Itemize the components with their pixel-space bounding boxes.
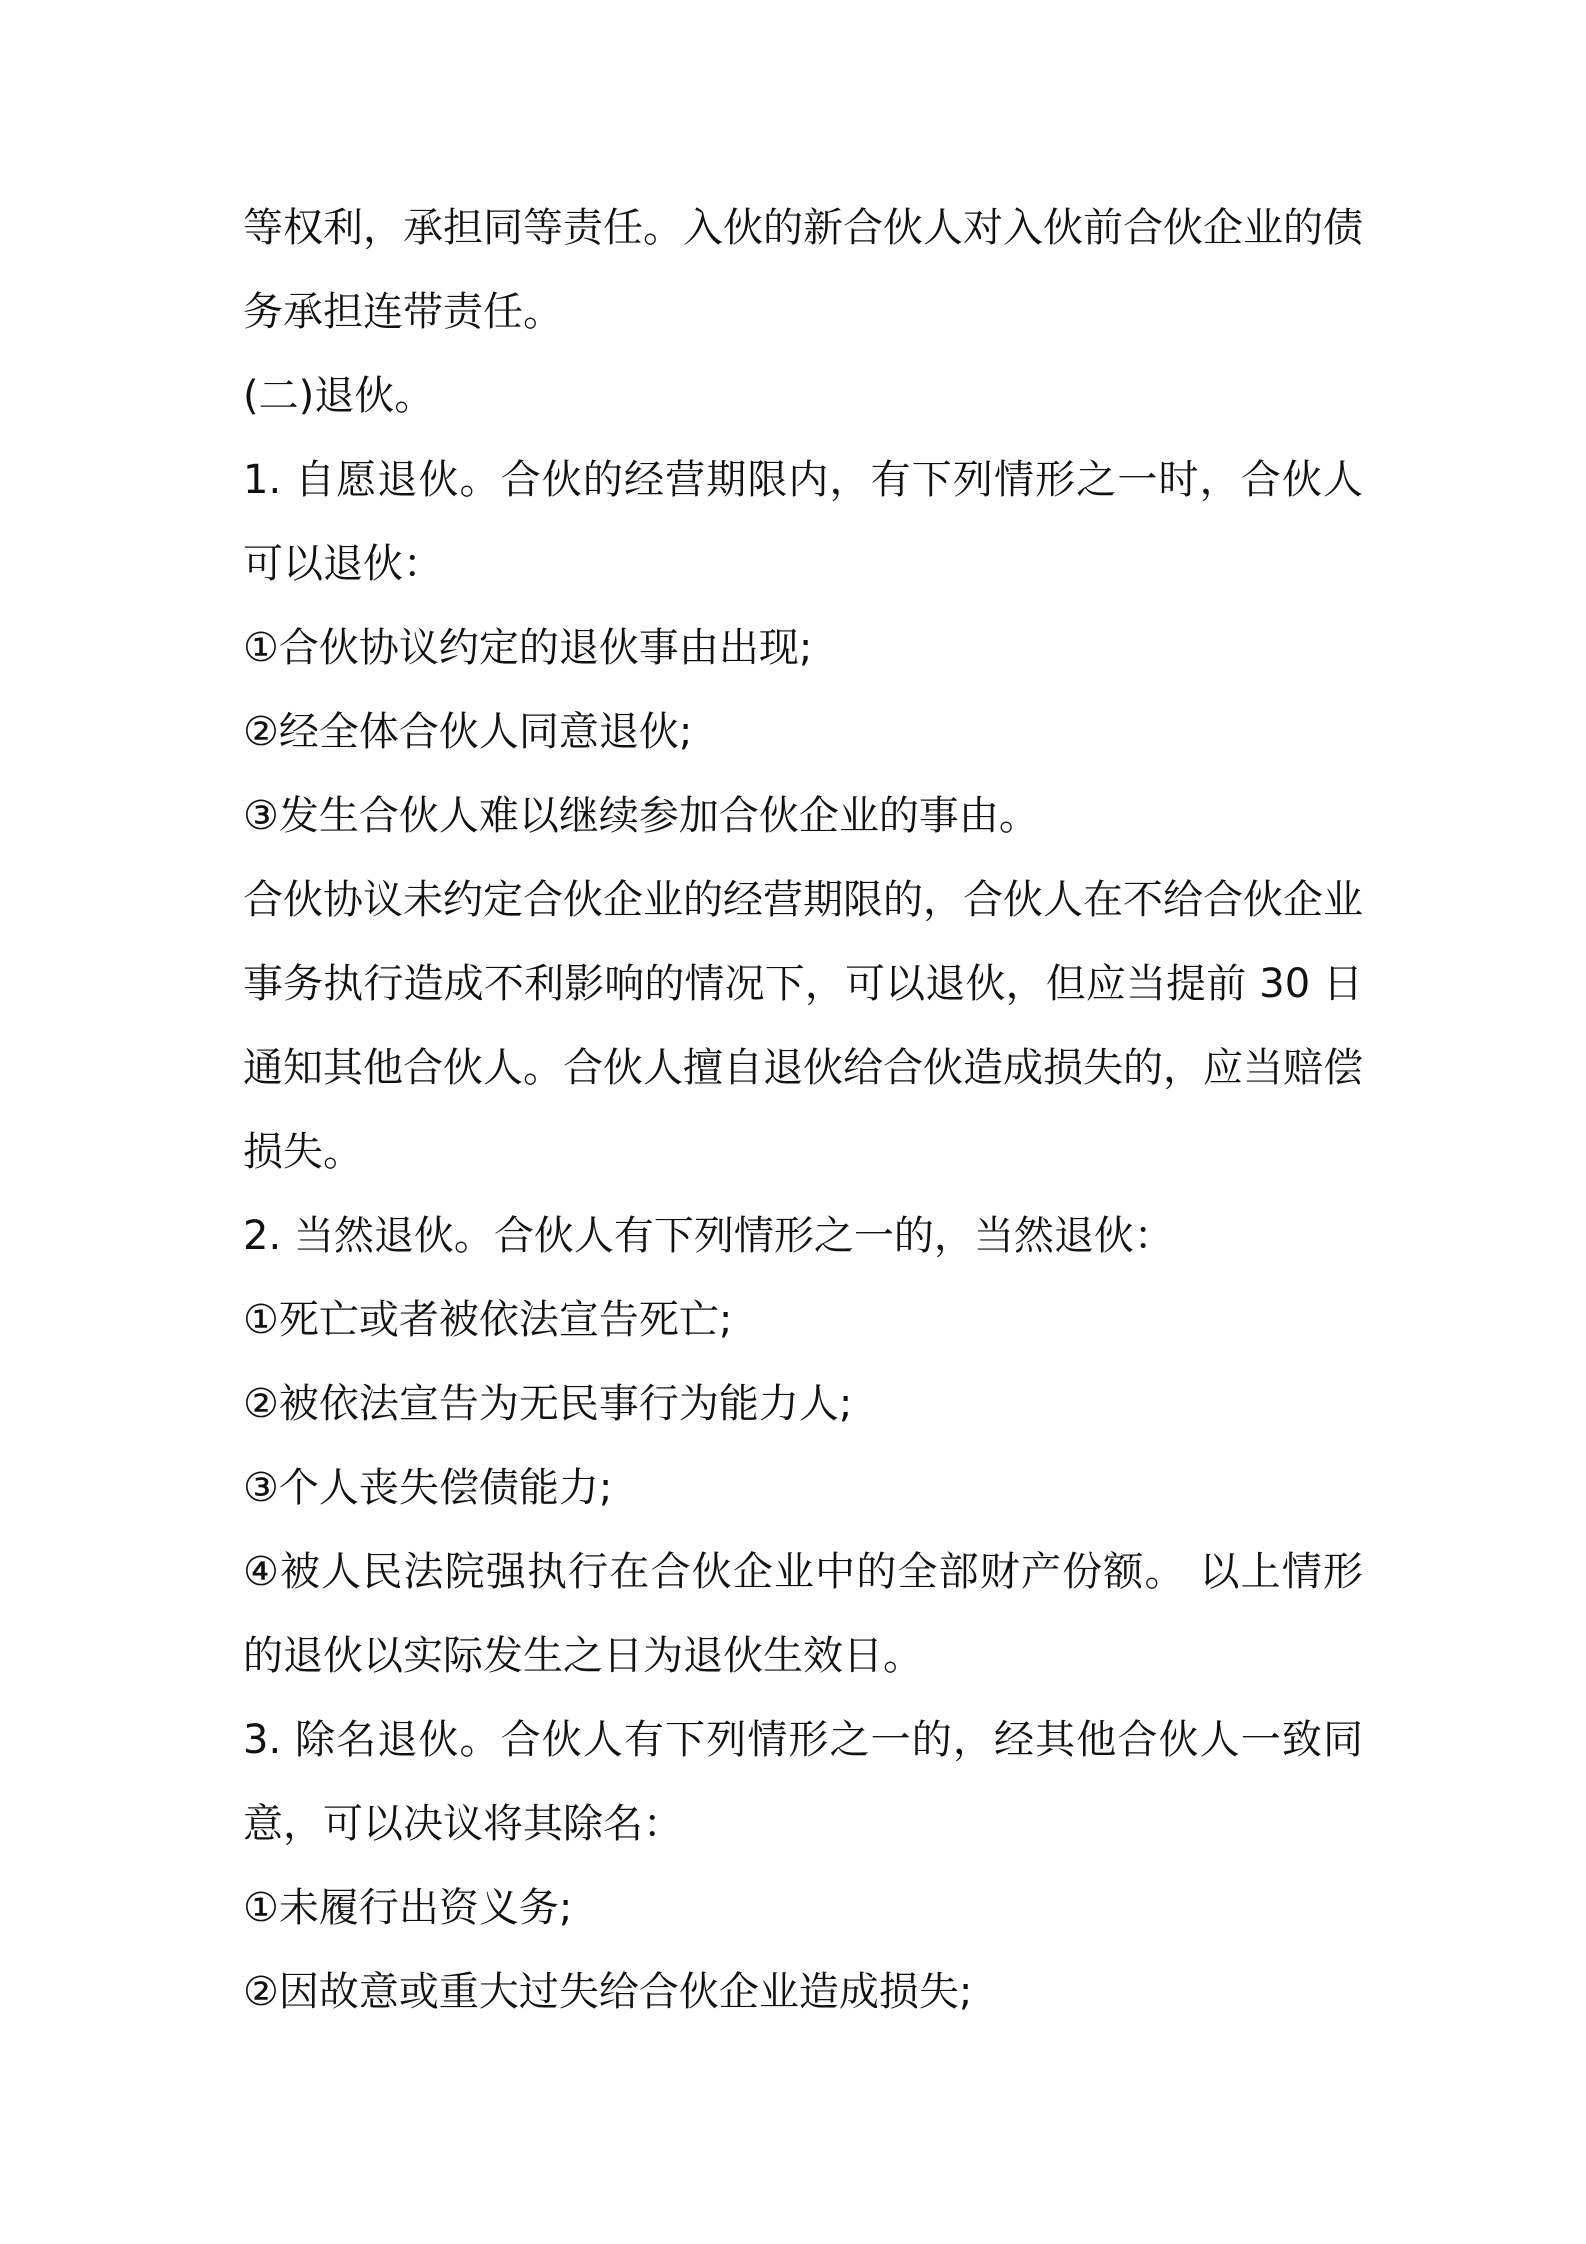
list-item-automatic-3: ③个人丧失偿债能力; xyxy=(243,1465,613,1511)
document-body xyxy=(243,186,1363,2034)
paragraph-expulsion-withdrawal: 3. 除名退伙。合伙人有下列情形之一的，经其他合伙人一致同意，可以决议将其除名： xyxy=(243,1717,1363,1847)
list-item-expulsion-2: ②因故意或重大过失给合伙企业造成损失; xyxy=(243,1969,973,2015)
list-item-voluntary-1: ①合伙协议约定的退伙事由出现; xyxy=(243,625,813,671)
list-item-voluntary-3: ③发生合伙人难以继续参加合伙企业的事由。 xyxy=(243,793,1039,839)
list-item-expulsion-1: ①未履行出资义务; xyxy=(243,1885,573,1931)
section-heading-withdrawal: (二)退伙。 xyxy=(243,373,435,419)
paragraph-voluntary-withdrawal: 1. 自愿退伙。合伙的经营期限内，有下列情形之一时，合伙人可以退伙： xyxy=(243,457,1363,587)
list-item-automatic-2: ②被依法宣告为无民事行为能力人; xyxy=(243,1381,853,1427)
paragraph-no-term-withdrawal: 合伙协议未约定合伙企业的经营期限的，合伙人在不给合伙企业事务执行造成不利影响的情况下，可以退伙，但应当提前 30 日通知其他合伙人。合伙人擅自退伙给合伙造成损失的，应当赔偿损失。 xyxy=(243,877,1363,1175)
list-item-automatic-4: ④被人民法院强执行在合伙企业中的全部财产份额。 以上情形的退伙以实际发生之日为退伙生效日。 xyxy=(243,1549,1363,1679)
paragraph-automatic-withdrawal: 2. 当然退伙。合伙人有下列情形之一的，当然退伙： xyxy=(243,1213,1174,1259)
paragraph-joining-rights: 等权利，承担同等责任。入伙的新合伙人对入伙前合伙企业的债务承担连带责任。 xyxy=(243,205,1363,335)
list-item-automatic-1: ①死亡或者被依法宣告死亡; xyxy=(243,1297,733,1343)
list-item-voluntary-2: ②经全体合伙人同意退伙; xyxy=(243,709,693,755)
